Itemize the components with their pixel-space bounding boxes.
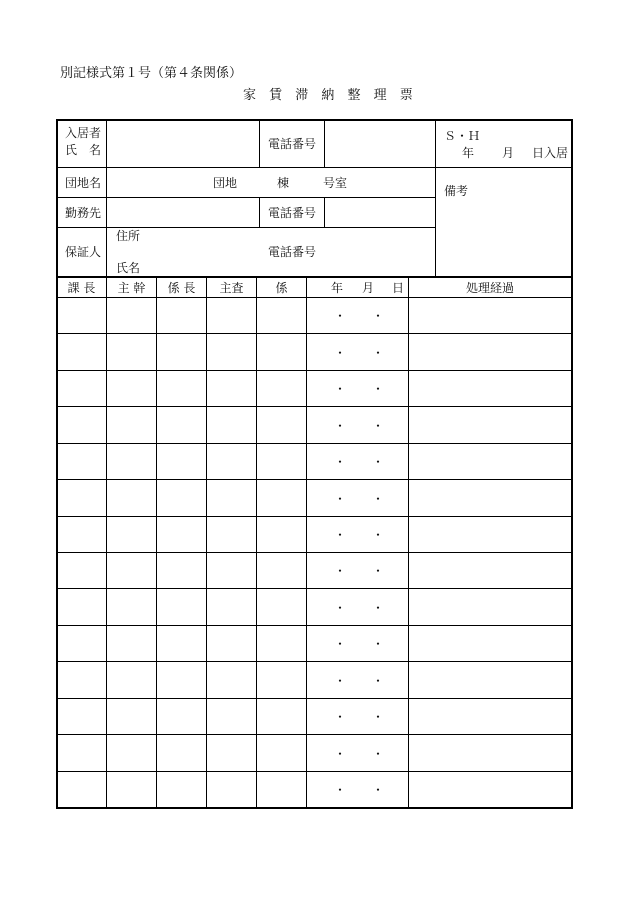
subsection-chief-cell (157, 626, 207, 662)
chief-officer-cell (107, 517, 157, 553)
date-cell (307, 626, 409, 662)
form-reference-text: 別記様式第１号（第４条関係） (60, 66, 243, 81)
staff-cell (257, 407, 307, 444)
date-separator: ・ (334, 419, 347, 433)
subsection-chief-cell (157, 699, 207, 735)
inspector-cell (207, 626, 257, 662)
guarantor-phone-label: 電話番号 (268, 245, 317, 259)
date-separator: ・ (372, 382, 385, 396)
room-unit-label: 号室 (323, 176, 348, 190)
subsection-chief-cell (157, 662, 207, 699)
staff-cell (257, 735, 307, 772)
section-chief-header-label: 課 長 (67, 280, 96, 295)
section-chief-cell (57, 553, 107, 589)
subsection-chief-cell (157, 480, 207, 517)
remarks-label: 備考 (444, 184, 469, 198)
guarantor-label: 保証人 (65, 245, 102, 259)
progress-cell (409, 772, 572, 808)
section-chief-cell (57, 298, 107, 334)
remarks-cell (436, 168, 572, 277)
workplace-label: 勤務先 (65, 206, 102, 220)
staff-cell (257, 444, 307, 480)
building-unit-label: 棟 (277, 176, 290, 190)
date-header (307, 278, 409, 298)
section-divider (57, 276, 572, 278)
date-separator: ・ (372, 492, 385, 506)
chief-officer-cell (107, 626, 157, 662)
workplace-phone-label: 電話番号 (268, 206, 317, 220)
section-chief-header (57, 278, 107, 298)
move-in-month-label: 月 (502, 146, 515, 160)
inspector-header-label: 主査 (219, 280, 244, 295)
date-cell (307, 735, 409, 772)
date-separator: ・ (372, 747, 385, 761)
estate-label-cell (57, 168, 107, 198)
subsection-chief-cell (157, 517, 207, 553)
date-separator: ・ (372, 309, 385, 323)
staff-cell (257, 480, 307, 517)
workplace-label-cell (57, 198, 107, 228)
date-cell (307, 589, 409, 626)
date-header-year: 年 (331, 281, 344, 295)
inspector-cell (207, 735, 257, 772)
inspector-cell (207, 298, 257, 334)
date-separator: ・ (372, 783, 385, 797)
move-in-year-label: 年 (462, 146, 475, 160)
date-separator: ・ (334, 455, 347, 469)
staff-cell (257, 662, 307, 699)
chief-officer-cell (107, 735, 157, 772)
date-separator: ・ (372, 419, 385, 433)
guarantor-field (107, 228, 436, 277)
guarantor-label-cell (57, 228, 107, 277)
date-separator: ・ (372, 346, 385, 360)
progress-cell (409, 517, 572, 553)
date-cell (307, 699, 409, 735)
date-cell (307, 298, 409, 334)
section-chief-cell (57, 772, 107, 808)
inspector-header (207, 278, 257, 298)
subsection-chief-cell (157, 298, 207, 334)
progress-cell (409, 699, 572, 735)
date-header-day: 日 (392, 281, 405, 295)
date-separator: ・ (334, 710, 347, 724)
staff-header-label: 係 (275, 280, 288, 295)
section-chief-cell (57, 371, 107, 407)
date-separator: ・ (334, 564, 347, 578)
progress-cell (409, 480, 572, 517)
date-cell (307, 371, 409, 407)
section-chief-cell (57, 589, 107, 626)
inspector-cell (207, 517, 257, 553)
date-header-month: 月 (362, 281, 375, 295)
estate-unit-label: 団地 (213, 176, 238, 190)
date-cell (307, 480, 409, 517)
staff-cell (257, 517, 307, 553)
tenant-label-line2: 氏 名 (65, 143, 102, 157)
date-separator: ・ (334, 382, 347, 396)
chief-officer-cell (107, 444, 157, 480)
subsection-chief-cell (157, 735, 207, 772)
date-separator: ・ (372, 455, 385, 469)
guarantor-address-label: 住所 (116, 229, 141, 243)
progress-cell (409, 735, 572, 772)
progress-cell (409, 444, 572, 480)
date-cell (307, 444, 409, 480)
subsection-chief-header (157, 278, 207, 298)
estate-label: 団地名 (65, 176, 102, 190)
chief-officer-cell (107, 662, 157, 699)
date-cell (307, 553, 409, 589)
chief-officer-cell (107, 699, 157, 735)
subsection-chief-cell (157, 589, 207, 626)
progress-cell (409, 589, 572, 626)
subsection-chief-cell (157, 371, 207, 407)
progress-cell (409, 662, 572, 699)
inspector-cell (207, 334, 257, 371)
date-separator: ・ (372, 710, 385, 724)
date-separator: ・ (334, 747, 347, 761)
date-separator: ・ (334, 783, 347, 797)
tenant-label-cell (57, 120, 107, 168)
progress-cell (409, 407, 572, 444)
inspector-cell (207, 699, 257, 735)
subsection-chief-cell (157, 407, 207, 444)
chief-officer-cell (107, 480, 157, 517)
staff-cell (257, 553, 307, 589)
inspector-cell (207, 553, 257, 589)
guarantor-name-label: 氏名 (116, 261, 141, 275)
tenant-phone-label-cell (260, 120, 325, 168)
staff-cell (257, 298, 307, 334)
workplace-phone-field (325, 198, 436, 228)
form-title: 家 賃 滞 納 整 理 票 (243, 88, 418, 103)
tenant-phone-label: 電話番号 (268, 137, 317, 151)
section-chief-cell (57, 407, 107, 444)
move-in-date-cell (436, 120, 572, 168)
chief-officer-cell (107, 553, 157, 589)
workplace-field (107, 198, 260, 228)
date-cell (307, 517, 409, 553)
era-label: Ｓ・Ｈ (444, 129, 481, 143)
staff-cell (257, 334, 307, 371)
date-cell (307, 772, 409, 808)
move-in-day-label: 日入居 (532, 146, 569, 160)
section-chief-cell (57, 735, 107, 772)
date-cell (307, 662, 409, 699)
progress-cell (409, 626, 572, 662)
inspector-cell (207, 407, 257, 444)
section-chief-cell (57, 517, 107, 553)
staff-cell (257, 589, 307, 626)
staff-cell (257, 371, 307, 407)
section-chief-cell (57, 626, 107, 662)
progress-cell (409, 371, 572, 407)
chief-officer-cell (107, 407, 157, 444)
chief-officer-header-label: 主 幹 (117, 280, 146, 295)
progress-cell (409, 334, 572, 371)
subsection-chief-cell (157, 772, 207, 808)
subsection-chief-header-label: 係 長 (167, 280, 196, 295)
chief-officer-cell (107, 772, 157, 808)
date-separator: ・ (334, 637, 347, 651)
date-separator: ・ (334, 492, 347, 506)
chief-officer-cell (107, 334, 157, 371)
staff-cell (257, 699, 307, 735)
progress-header (409, 278, 572, 298)
date-separator: ・ (372, 601, 385, 615)
date-separator: ・ (334, 309, 347, 323)
subsection-chief-cell (157, 553, 207, 589)
staff-header (257, 278, 307, 298)
date-separator: ・ (334, 601, 347, 615)
inspector-cell (207, 772, 257, 808)
chief-officer-cell (107, 298, 157, 334)
workplace-phone-label-cell (260, 198, 325, 228)
section-chief-cell (57, 662, 107, 699)
inspector-cell (207, 480, 257, 517)
section-chief-cell (57, 699, 107, 735)
progress-cell (409, 298, 572, 334)
section-chief-cell (57, 480, 107, 517)
chief-officer-cell (107, 589, 157, 626)
date-separator: ・ (334, 674, 347, 688)
inspector-cell (207, 589, 257, 626)
estate-address-field (107, 168, 436, 198)
staff-cell (257, 626, 307, 662)
inspector-cell (207, 371, 257, 407)
date-separator: ・ (334, 528, 347, 542)
tenant-name-field (107, 120, 260, 168)
section-chief-cell (57, 334, 107, 371)
subsection-chief-cell (157, 334, 207, 371)
date-cell (307, 407, 409, 444)
progress-cell (409, 553, 572, 589)
inspector-cell (207, 444, 257, 480)
date-separator: ・ (372, 674, 385, 688)
inspector-cell (207, 662, 257, 699)
section-chief-cell (57, 444, 107, 480)
date-separator: ・ (372, 564, 385, 578)
date-separator: ・ (334, 346, 347, 360)
chief-officer-cell (107, 371, 157, 407)
tenant-label-line1: 入居者 (65, 126, 102, 140)
tenant-phone-field (325, 120, 436, 168)
date-separator: ・ (372, 637, 385, 651)
date-separator: ・ (372, 528, 385, 542)
subsection-chief-cell (157, 444, 207, 480)
staff-cell (257, 772, 307, 808)
chief-officer-header (107, 278, 157, 298)
progress-header-label: 処理経過 (465, 280, 514, 295)
date-cell (307, 334, 409, 371)
